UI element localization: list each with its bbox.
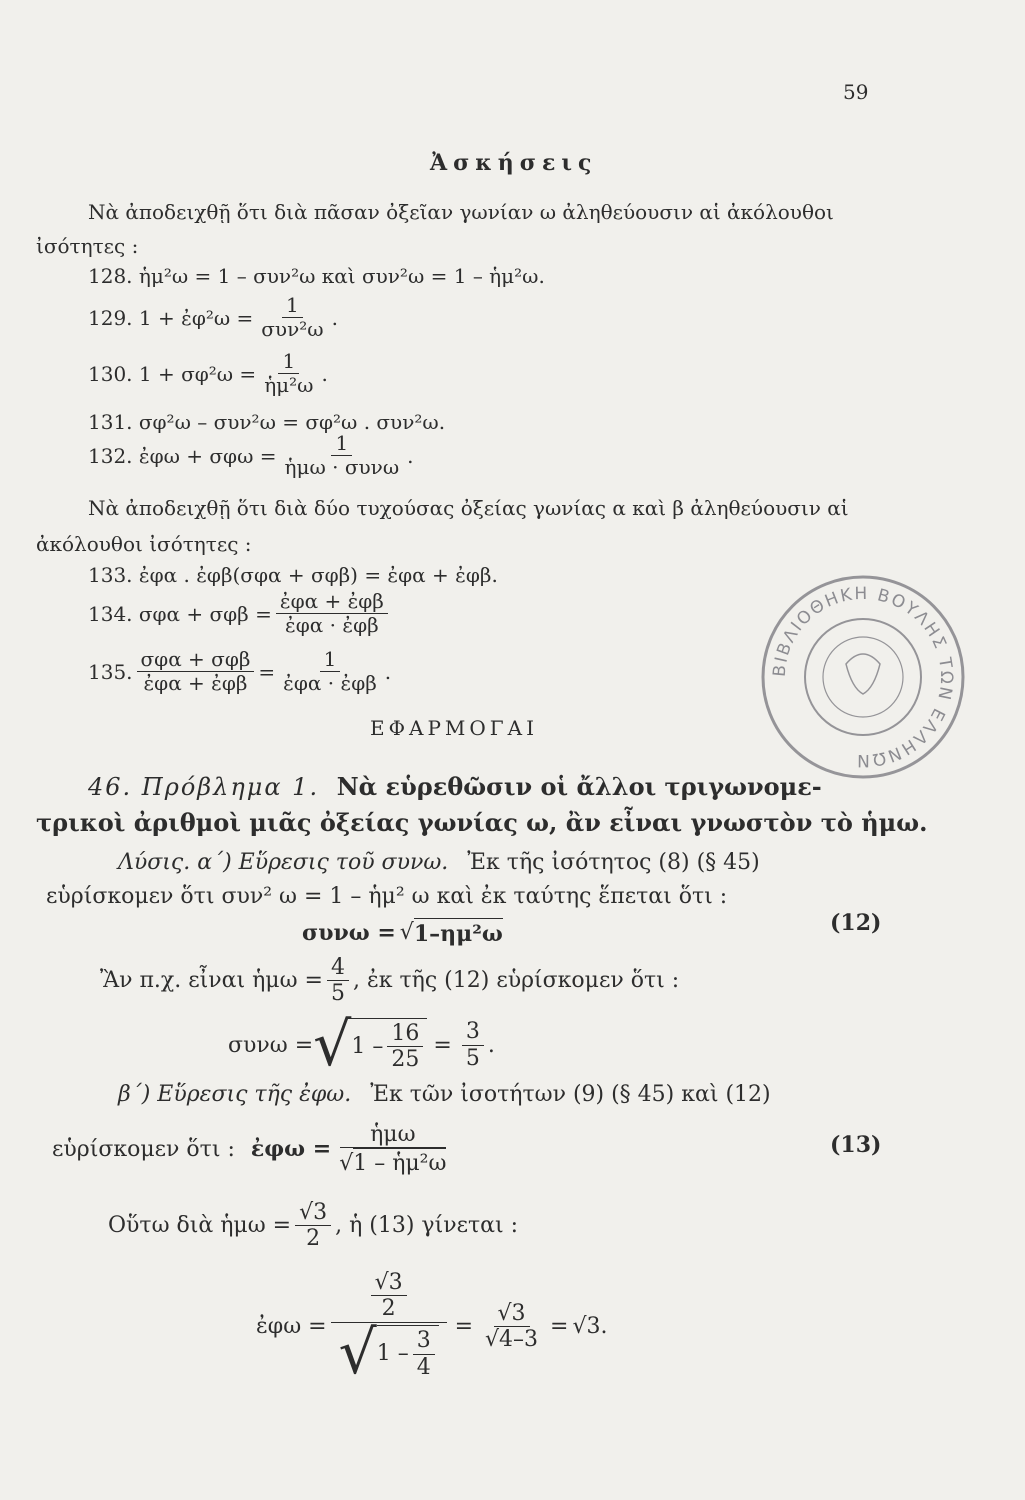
example-2-text: Οὕτω διὰ ἡμω = [108, 1213, 292, 1239]
equation-13-tag: (13) [830, 1132, 882, 1158]
exercise-132-end: . [407, 443, 414, 468]
exercise-135-lhs: 135. [88, 659, 133, 684]
equation-13-denominator [335, 1148, 450, 1176]
exercise-135-denominator-2: ἐφα · ἐφβ [283, 671, 377, 695]
example-2-result: √3. [572, 1313, 608, 1339]
example-1-equals: = [433, 1032, 452, 1058]
intro-paragraph-1-line-2: ἰσότητες : [36, 234, 139, 258]
intro-paragraph-2-line-1: Νὰ ἀποδειχθῇ ὅτι διὰ δύο τυχούσας ὀξείας γωνίας α καὶ β ἀληθεύουσιν αἱ [88, 496, 849, 520]
example-2-result-fraction [481, 1301, 542, 1353]
exercise-129-lhs: 129. 1 + ἐφ²ω = [88, 305, 254, 330]
example-1-result-denominator: 5 [465, 1045, 480, 1071]
example-2-denominator: 2 [306, 1226, 321, 1252]
exercise-135-end: . [384, 659, 392, 684]
exercise-132-numerator: 1 [331, 432, 352, 456]
example-2-fraction [295, 1200, 331, 1252]
example-1-numerator: 4 [327, 955, 349, 981]
equation-13 [52, 1122, 454, 1177]
exercise-129-numerator: 1 [282, 294, 303, 318]
equation-12-tag: (12) [830, 910, 882, 936]
exercise-135 [88, 648, 391, 695]
exercise-134-fraction [276, 590, 388, 637]
intro-paragraph-1-line-1: Νὰ ἀποδειχθῇ ὅτι διὰ πᾶσαν ὀξεῖαν γωνίαν ω ἀληθεύουσιν αἱ ἀκόλουθοι [88, 200, 834, 224]
exercise-129-end: . [331, 305, 338, 330]
example-1-denominator: 5 [330, 981, 345, 1007]
example-2-eq-lhs: ἐφω = [256, 1313, 327, 1339]
problem-text-line-1: Νὰ εὑρεθῶσιν οἱ ἄλλοι τριγωνομε- [336, 772, 822, 801]
example-2-rad-numerator: 3 [413, 1328, 435, 1354]
example-2-inner-denominator: 2 [381, 1296, 396, 1322]
equation-13-lhs: ἐφω = [250, 1136, 332, 1163]
problem-label: 46. Πρόβλημα 1. [88, 773, 320, 801]
example-1-inner-numerator: 16 [387, 1021, 423, 1047]
equation-12 [302, 918, 503, 947]
example-1-rest: , ἐκ τῆς (12) εὑρίσκομεν ὅτι : [352, 968, 680, 994]
example-1-radicand [351, 1018, 427, 1073]
sqrt-symbol: √ [339, 1151, 354, 1177]
example-1-result-numerator: 3 [462, 1019, 484, 1045]
exercise-135-numerator-2: 1 [320, 648, 341, 672]
sqrt-symbol: √ [399, 920, 414, 945]
exercise-130-end: . [321, 361, 328, 386]
section-title: Ἀσκήσεις [430, 150, 598, 176]
exercise-132-denominator: ἡμω · συνω [284, 455, 400, 479]
example-2-equals-1: = [454, 1313, 474, 1339]
example-2-rad-denominator: 4 [416, 1354, 431, 1380]
example-2-inner-fraction [371, 1270, 407, 1322]
exercise-129 [88, 294, 338, 341]
intro-paragraph-2-line-2: ἀκόλουθοι ἰσότητες : [36, 532, 252, 556]
solution-a-text: Ἐκ τῆς ἰσότητος (8) (§ 45) [467, 850, 760, 875]
sqrt-symbol-large: √ [338, 1317, 377, 1388]
solution-a-line-2: εὑρίσκομεν ὅτι συν² ω = 1 – ἡμ² ω καὶ ἐκ ταύτης ἕπεται ὅτι : [46, 884, 728, 909]
example-1-inner-denominator: 25 [391, 1047, 420, 1072]
exercise-132-fraction [281, 432, 404, 479]
exercise-129-denominator: συν²ω [261, 317, 324, 341]
example-2-rad-fraction [413, 1328, 435, 1380]
exercise-134-denominator: ἐφα · ἐφβ [285, 613, 379, 637]
equation-12-lhs: συνω = [302, 919, 396, 946]
exercise-134-lhs: 134. σφα + σφβ = [88, 601, 272, 626]
exercise-131: 131. σφ²ω – συν²ω = σφ²ω . συν²ω. [88, 410, 446, 434]
example-1-eq-end: . [487, 1032, 495, 1058]
exercise-130-numerator: 1 [278, 350, 299, 374]
problem-text-line-2: τρικοὶ ἀριθμοὶ μιᾶς ὀξείας γωνίας ω, ἂν εἶναι γνωστὸν τὸ ἡμω. [36, 808, 928, 837]
exercise-135-numerator-1: σφα + σφβ [137, 648, 255, 672]
example-2-rad-one: 1 – [376, 1341, 409, 1367]
exercise-128: 128. ἡμ²ω = 1 – συν²ω καὶ συν²ω = 1 – ἡμ²ω. [88, 264, 545, 288]
example-2-big-numerator [331, 1270, 447, 1323]
example-1-text: Ἂν π.χ. εἶναι ἡμω = [100, 968, 323, 994]
problem-heading-line-1 [88, 772, 822, 801]
example-1-equation [228, 1010, 495, 1080]
solution-b-label: β΄) Εὕρεσις τῆς ἐφω. [118, 1082, 352, 1107]
example-2-equals-2: = [550, 1313, 569, 1339]
exercise-135-fraction-2 [279, 648, 381, 695]
stamp-text: ΒΙΒΛΙΟΘΗΚΗ ΒΟΥΛΗΣ ΤΩΝ ΕΛΛΗΝΩΝ [769, 583, 957, 771]
example-2-numerator: √3 [295, 1200, 331, 1226]
applications-heading: ΕΦΑΡΜΟΓΑΙ [370, 716, 538, 740]
library-stamp [758, 572, 968, 782]
solution-a-label: Λύσις. α΄) Εὕρεσις τοῦ συνω. [118, 850, 449, 875]
exercise-133: 133. ἐφα . ἐφβ(σφα + σφβ) = ἐφα + ἐφβ. [88, 563, 498, 587]
example-2-result-numerator: √3 [494, 1301, 530, 1327]
solution-b-text: Ἐκ τῶν ἰσοτήτων (9) (§ 45) καὶ (12) [370, 1082, 771, 1107]
exercise-130-denominator: ἡμ²ω [264, 373, 314, 397]
exercise-130-fraction [260, 350, 317, 397]
equation-13-prefix: εὑρίσκομεν ὅτι : [52, 1136, 235, 1162]
exercise-132-lhs: 132. ἐφω + σφω = [88, 443, 277, 468]
exercise-129-fraction [257, 294, 327, 341]
exercise-130-lhs: 130. 1 + σφ²ω = [88, 361, 257, 386]
equation-13-fraction [335, 1122, 450, 1177]
exercise-132 [88, 432, 414, 479]
exercise-135-fraction-1 [137, 648, 255, 695]
solution-a-line-1 [118, 850, 760, 875]
example-2-equation [256, 1270, 608, 1388]
exercise-135-denominator-1: ἐφα + ἐφβ [143, 671, 248, 695]
example-2-rest: , ἡ (13) γίνεται : [335, 1213, 519, 1239]
example-1-eq-lhs: συνω = [228, 1032, 314, 1058]
example-1-line [100, 955, 679, 1007]
example-2-big-fraction [331, 1270, 447, 1388]
example-2-line [108, 1200, 518, 1252]
exercise-130 [88, 350, 328, 397]
example-2-inner-numerator: √3 [371, 1270, 407, 1296]
example-1-result-fraction [462, 1019, 484, 1071]
example-1-one: 1 – [351, 1034, 384, 1059]
equation-12-radicand: 1–ημ²ω [414, 918, 503, 947]
sqrt-symbol-large: √ [313, 1010, 352, 1080]
example-2-big-denominator [334, 1317, 442, 1388]
example-2-radicand [377, 1325, 439, 1380]
solution-b-line-1 [118, 1082, 771, 1107]
equation-13-numerator: ἡμω [340, 1122, 445, 1148]
exercise-135-equals: = [258, 659, 276, 684]
example-2-result-denominator: √4–3 [485, 1326, 539, 1352]
page-number: 59 [843, 80, 869, 104]
svg-text:ΒΙΒΛΙΟΘΗΚΗ ΒΟΥΛΗΣ ΤΩΝ ΕΛΛΗΝΩΝ [770, 584, 956, 770]
example-1-inner-fraction [387, 1021, 423, 1073]
equation-13-radicand: 1 – ἡμ²ω [353, 1148, 446, 1176]
exercise-134-numerator: ἐφα + ἐφβ [276, 590, 388, 614]
example-1-fraction [327, 955, 349, 1007]
exercise-134 [88, 590, 392, 637]
